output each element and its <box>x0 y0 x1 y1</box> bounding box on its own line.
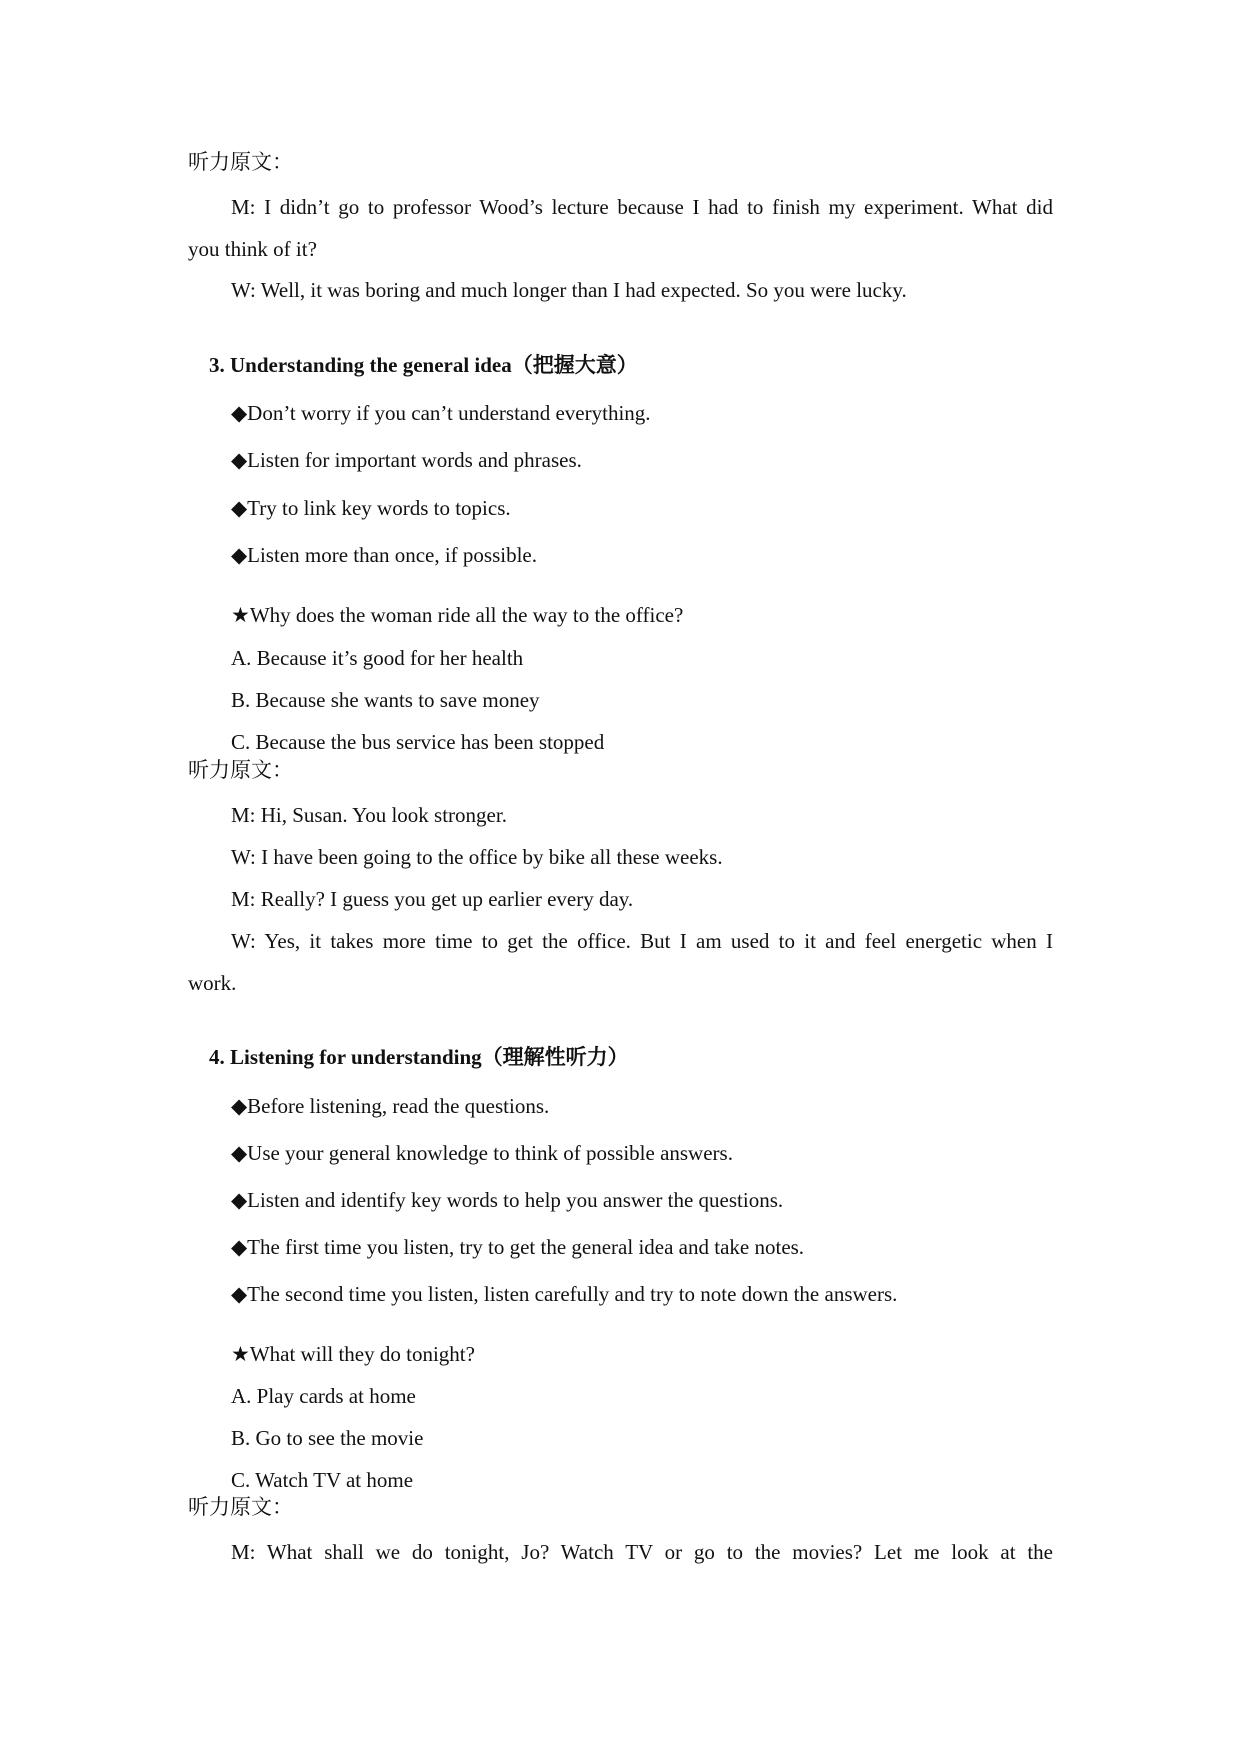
transcript-label: 听力原文： <box>188 150 293 174</box>
transcript-label: 听力原文： <box>188 1495 293 1519</box>
transcript-label: 听力原文： <box>188 758 293 782</box>
answer-option: B. Because she wants to save money <box>231 688 540 712</box>
answer-option: B. Go to see the movie <box>231 1426 424 1450</box>
transcript-line-continuation: work. <box>188 971 237 995</box>
answer-option: A. Play cards at home <box>231 1384 416 1408</box>
tip-item: ◆The first time you listen, try to get the general idea and take notes. <box>231 1235 805 1259</box>
transcript-line: M: What shall we do tonight, Jo? Watch TV or go to the movies? Let me look at the <box>231 1540 1053 1564</box>
answer-option: C. Watch TV at home <box>231 1468 414 1492</box>
transcript-line: W: Yes, it takes more time to get the office. But I am used to it and feel energetic when I <box>231 929 1053 953</box>
transcript-line: W: I have been going to the office by bike all these weeks. <box>231 845 723 869</box>
answer-option: A. Because it’s good for her health <box>231 646 524 670</box>
answer-option: C. Because the bus service has been stopped <box>231 730 605 754</box>
section-heading: 3. Understanding the general idea（把握大意） <box>209 353 638 377</box>
transcript-line-continuation: you think of it? <box>188 237 317 261</box>
transcript-line: M: Hi, Susan. You look stronger. <box>231 803 507 827</box>
question-text: ★Why does the woman ride all the way to the office? <box>231 603 684 627</box>
tip-item: ◆Use your general knowledge to think of possible answers. <box>231 1141 733 1165</box>
transcript-line: M: I didn’t go to professor Wood’s lecture because I had to finish my experiment. What did <box>231 195 1053 219</box>
tip-item: ◆The second time you listen, listen carefully and try to note down the answers. <box>231 1282 898 1306</box>
tip-item: ◆Listen for important words and phrases. <box>231 448 582 472</box>
section-heading: 4. Listening for understanding（理解性听力） <box>209 1045 629 1069</box>
question-text: ★What will they do tonight? <box>231 1342 475 1366</box>
tip-item: ◆Listen more than once, if possible. <box>231 543 537 567</box>
tip-item: ◆Try to link key words to topics. <box>231 496 511 520</box>
tip-item: ◆Listen and identify key words to help you answer the questions. <box>231 1188 784 1212</box>
tip-item: ◆Don’t worry if you can’t understand everything. <box>231 401 651 425</box>
transcript-line: M: Really? I guess you get up earlier every day. <box>231 887 634 911</box>
transcript-line: W: Well, it was boring and much longer than I had expected. So you were lucky. <box>231 278 907 302</box>
tip-item: ◆Before listening, read the questions. <box>231 1094 550 1118</box>
